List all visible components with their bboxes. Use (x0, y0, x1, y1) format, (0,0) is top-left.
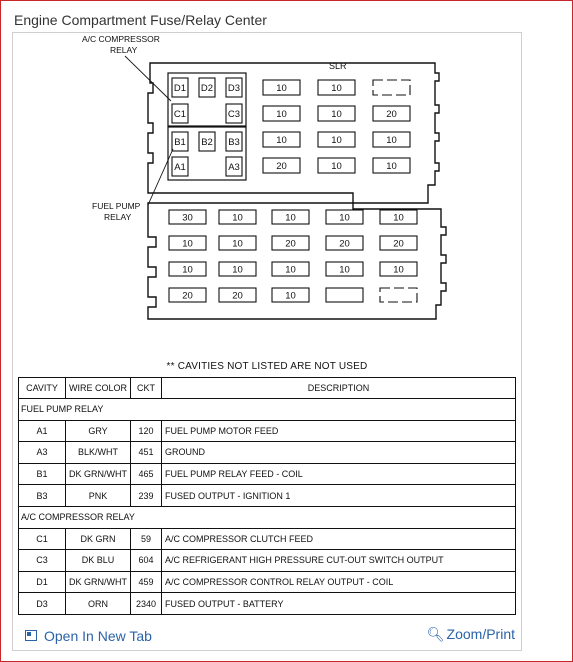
ac-relay-callout-line2: RELAY (110, 45, 138, 55)
header-description: DESCRIPTION (162, 378, 516, 399)
cell-ckt: 59 (131, 528, 162, 550)
cell-desc: FUSED OUTPUT - BATTERY (162, 593, 516, 615)
lower-fuse-r1-c2-label: 10 (232, 212, 243, 224)
open-in-new-tab-label: Open In New Tab (44, 628, 152, 644)
fuel-pump-relay-callout-line2: RELAY (104, 212, 132, 222)
lower-fuse-r3-c4-label: 10 (339, 264, 350, 276)
cell-wire: BLK/WHT (66, 442, 131, 464)
lower-fuse-r2-c3-label: 20 (285, 238, 296, 250)
lower-fuse-block (169, 210, 417, 302)
lower-fuse-r3-c5-label: 10 (393, 264, 404, 276)
ac-relay-terminal-d3-label: D3 (227, 83, 241, 94)
lower-fuse-r1-c5-label: 10 (393, 212, 404, 224)
fuel-pump-relay-terminal-a3-label: A3 (228, 162, 240, 173)
cell-ckt: 2340 (131, 593, 162, 615)
ac-relay-terminal-d2-label: D2 (200, 83, 214, 94)
table-row (19, 550, 516, 572)
lower-fuse-r2-c4-label: 20 (339, 238, 350, 250)
zoom-print-link[interactable] (427, 626, 515, 643)
lower-fuse-r2-c5-label: 20 (393, 238, 404, 250)
lower-fuse-r4-c5 (380, 288, 417, 302)
lower-fuse-r1-c3-label: 10 (285, 212, 296, 224)
upper-fuse-r3-c2-label: 10 (331, 135, 342, 146)
upper-fuse-r4-c1-label: 20 (276, 161, 287, 172)
table-group-label: A/C COMPRESSOR RELAY (19, 506, 516, 528)
cell-wire: DK GRN (66, 528, 131, 550)
fuel-pump-relay-terminal-b1-label: B1 (174, 137, 186, 148)
cell-cavity: D1 (19, 571, 66, 593)
fuel-pump-relay-terminal-a1-label: A1 (174, 162, 186, 173)
cell-wire: DK GRN/WHT (66, 463, 131, 485)
upper-fuse-r1-c3 (373, 80, 410, 95)
cell-cavity: A1 (19, 420, 66, 442)
figure-toolbar (13, 623, 521, 649)
cell-wire: ORN (66, 593, 131, 615)
cell-ckt: 451 (131, 442, 162, 464)
cell-wire: PNK (66, 485, 131, 507)
cell-cavity: C1 (19, 528, 66, 550)
cavities-note: ** CAVITIES NOT LISTED ARE NOT USED (166, 361, 368, 372)
lower-fuse-r1-c1-label: 30 (182, 212, 193, 224)
zoom-icon: 🔍︎ (426, 626, 445, 642)
lower-fuse-r2-c2-label: 10 (232, 238, 243, 250)
cell-desc: A/C REFRIGERANT HIGH PRESSURE CUT-OUT SWITCH OUTPUT (162, 550, 516, 572)
cavity-table (18, 377, 516, 615)
fuse-relay-figure (12, 32, 522, 651)
page-title: Engine Compartment Fuse/Relay Center (14, 12, 267, 28)
cell-desc: GROUND (162, 442, 516, 464)
zoom-print-label: Zoom/Print (446, 626, 515, 642)
lower-fuse-r4-c4 (326, 288, 363, 302)
cell-wire: DK BLU (66, 550, 131, 572)
cell-desc: FUSED OUTPUT - IGNITION 1 (162, 485, 516, 507)
upper-fuse-r2-c3-label: 20 (386, 109, 397, 120)
open-in-new-tab-link[interactable] (25, 628, 152, 644)
cell-ckt: 120 (131, 420, 162, 442)
header-cavity: CAVITY (19, 378, 66, 399)
cell-cavity: D3 (19, 593, 66, 615)
table-row (19, 420, 516, 442)
lower-fuse-r3-c2-label: 10 (232, 264, 243, 276)
cell-cavity: B1 (19, 463, 66, 485)
cell-ckt: 239 (131, 485, 162, 507)
ac-relay-terminal-d1-label: D1 (173, 83, 187, 94)
cell-ckt: 459 (131, 571, 162, 593)
fuel-pump-relay-callout-line1: FUEL PUMP (92, 201, 141, 211)
ac-relay-callout-line1: A/C COMPRESSOR (82, 34, 160, 44)
cell-cavity: C3 (19, 550, 66, 572)
cell-desc: A/C COMPRESSOR CONTROL RELAY OUTPUT - COIL (162, 571, 516, 593)
table-row (19, 463, 516, 485)
cell-desc: FUEL PUMP MOTOR FEED (162, 420, 516, 442)
upper-fuse-r4-c2-label: 10 (331, 161, 342, 172)
lower-fuse-r4-c1-label: 20 (182, 290, 193, 302)
upper-fuse-r4-c3-label: 10 (386, 161, 397, 172)
new-tab-icon (25, 630, 37, 641)
lower-fuse-r4-c3-label: 10 (285, 290, 296, 302)
upper-fuse-r1-c2-label: 10 (331, 83, 342, 94)
table-group-row (19, 506, 516, 528)
upper-fuse-block (263, 80, 410, 173)
table-group-row (19, 399, 516, 421)
header-ckt: CKT (131, 378, 162, 399)
table-row (19, 593, 516, 615)
lower-fuse-r2-c1-label: 10 (182, 238, 193, 250)
table-header-row (19, 378, 516, 399)
fuel-pump-relay-terminal-b2-label: B2 (201, 137, 213, 148)
cell-desc: A/C COMPRESSOR CLUTCH FEED (162, 528, 516, 550)
header-wire-color: WIRE COLOR (66, 378, 131, 399)
upper-fuse-r3-c1-label: 10 (276, 135, 287, 146)
table-group-label: FUEL PUMP RELAY (19, 399, 516, 421)
upper-fuse-r3-c3-label: 10 (386, 135, 397, 146)
table-row (19, 442, 516, 464)
ac-relay-terminal-c3-label: C3 (227, 109, 241, 120)
table-row (19, 571, 516, 593)
cell-ckt: 465 (131, 463, 162, 485)
slr-label: SLR (329, 61, 347, 71)
lower-fuse-r3-c1-label: 10 (182, 264, 193, 276)
upper-fuse-r2-c2-label: 10 (331, 109, 342, 120)
fuse-box-diagram (13, 33, 521, 358)
cell-desc: FUEL PUMP RELAY FEED - COIL (162, 463, 516, 485)
cell-cavity: B3 (19, 485, 66, 507)
lower-fuse-r1-c4-label: 10 (339, 212, 350, 224)
lower-fuse-r4-c2-label: 20 (232, 290, 243, 302)
cell-cavity: A3 (19, 442, 66, 464)
cell-ckt: 604 (131, 550, 162, 572)
lower-fuse-r3-c3-label: 10 (285, 264, 296, 276)
cell-wire: GRY (66, 420, 131, 442)
ac-relay-terminal-c1-label: C1 (173, 109, 187, 120)
cell-wire: DK GRN/WHT (66, 571, 131, 593)
table-row (19, 485, 516, 507)
upper-fuse-r2-c1-label: 10 (276, 109, 287, 120)
fuel-pump-relay-terminal-b3-label: B3 (228, 137, 240, 148)
table-row (19, 528, 516, 550)
upper-fuse-r1-c1-label: 10 (276, 83, 287, 94)
